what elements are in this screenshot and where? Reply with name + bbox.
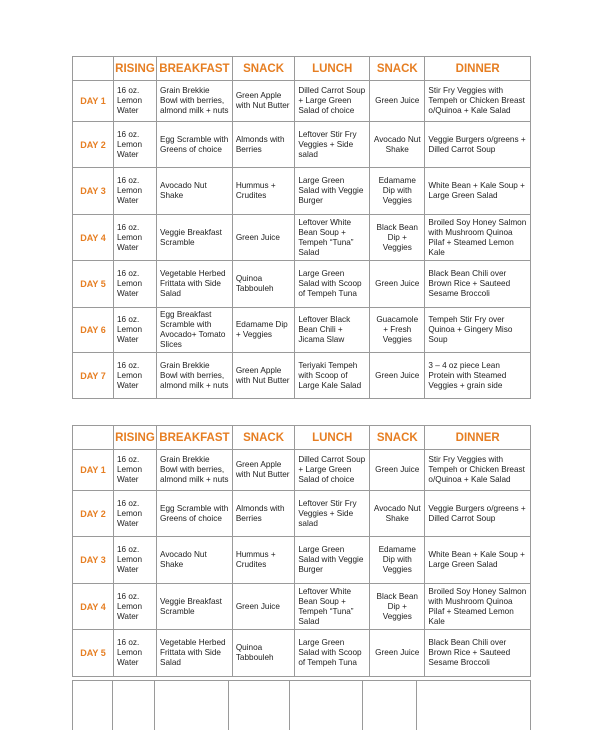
header-breakfast: BREAKFAST [157, 426, 233, 450]
snack-2-cell: Avocado Nut Shake [370, 491, 425, 537]
snack-2-cell: Edamame Dip with Veggies [370, 537, 425, 584]
rising-cell: 16 oz. Lemon Water [113, 308, 156, 353]
day-label: DAY 3 [73, 537, 114, 584]
table-row [73, 584, 531, 630]
breakfast-cell: Egg Scramble with Greens of choice [157, 491, 233, 537]
breakfast-cell: Egg Scramble with Greens of choice [157, 122, 233, 168]
snack-2-cell: Green Juice [370, 261, 425, 308]
header-row [73, 426, 531, 450]
day-label: DAY 1 [73, 450, 114, 491]
snack-2-cell: Green Juice [370, 81, 425, 122]
rising-cell: 16 oz. Lemon Water [113, 491, 156, 537]
snack-1-cell: Green Apple with Nut Butter [232, 81, 295, 122]
snack-1-cell: Quinoa Tabbouleh [232, 630, 295, 677]
dinner-cell: Black Bean Chili over Brown Rice + Sauteed Sesame Broccoli [425, 261, 531, 308]
table-row [73, 630, 531, 677]
snack-2-cell: Guacamole + Fresh Veggies [370, 308, 425, 353]
snack-1-cell: Quinoa Tabbouleh [232, 261, 295, 308]
dinner-cell: Tempeh Stir Fry over Quinoa + Gingery Miso Soup [425, 308, 531, 353]
header-snack-1: SNACK [232, 426, 295, 450]
table-row [73, 491, 531, 537]
header-rising: RISING [113, 426, 156, 450]
table-3-column-stubs [72, 680, 531, 730]
dinner-cell: Stir Fry Veggies with Tempeh or Chicken Breast o/Quinoa + Kale Salad [425, 81, 531, 122]
header-row [73, 57, 531, 81]
day-label: DAY 4 [73, 215, 114, 261]
lunch-cell: Large Green Salad with Veggie Burger [295, 537, 370, 584]
header-blank [73, 57, 114, 81]
header-snack-2: SNACK [370, 57, 425, 81]
header-snack-2: SNACK [370, 426, 425, 450]
header-dinner: DINNER [425, 426, 531, 450]
table-row [73, 81, 531, 122]
day-label: DAY 1 [73, 81, 114, 122]
breakfast-cell: Grain Brekkie Bowl with berries, almond milk + nuts [157, 353, 233, 399]
snack-1-cell: Hummus + Crudites [232, 168, 295, 215]
table-row [73, 168, 531, 215]
breakfast-cell: Egg Breakfast Scramble with Avocado+ Tomato Slices [157, 308, 233, 353]
breakfast-cell: Veggie Breakfast Scramble [157, 215, 233, 261]
snack-1-cell: Green Apple with Nut Butter [232, 450, 295, 491]
dinner-cell: Broiled Soy Honey Salmon with Mushroom Quinoa Pilaf + Steamed Lemon Kale [425, 215, 531, 261]
table-row [73, 215, 531, 261]
rising-cell: 16 oz. Lemon Water [113, 630, 156, 677]
rising-cell: 16 oz. Lemon Water [113, 584, 156, 630]
rising-cell: 16 oz. Lemon Water [113, 261, 156, 308]
day-label: DAY 2 [73, 122, 114, 168]
rising-cell: 16 oz. Lemon Water [113, 537, 156, 584]
dinner-cell: White Bean + Kale Soup + Large Green Salad [425, 537, 531, 584]
snack-1-cell: Edamame Dip + Veggies [232, 308, 295, 353]
breakfast-cell: Avocado Nut Shake [157, 537, 233, 584]
dinner-cell: Black Bean Chili over Brown Rice + Sauteed Sesame Broccoli [425, 630, 531, 677]
dinner-cell: White Bean + Kale Soup + Large Green Salad [425, 168, 531, 215]
lunch-cell: Leftover Stir Fry Veggies + Side salad [295, 491, 370, 537]
lunch-cell: Leftover Black Bean Chili + Jicama Slaw [295, 308, 370, 353]
lunch-cell: Large Green Salad with Scoop of Tempeh Tuna [295, 261, 370, 308]
breakfast-cell: Grain Brekkie Bowl with berries, almond milk + nuts [157, 81, 233, 122]
snack-1-cell: Almonds with Berries [232, 122, 295, 168]
rising-cell: 16 oz. Lemon Water [113, 215, 156, 261]
header-lunch: LUNCH [295, 57, 370, 81]
day-label: DAY 5 [73, 630, 114, 677]
day-label: DAY 5 [73, 261, 114, 308]
breakfast-cell: Avocado Nut Shake [157, 168, 233, 215]
meal-plan-table-2 [72, 425, 531, 677]
snack-1-cell: Almonds with Berries [232, 491, 295, 537]
day-label: DAY 3 [73, 168, 114, 215]
snack-2-cell: Avocado Nut Shake [370, 122, 425, 168]
breakfast-cell: Vegetable Herbed Frittata with Side Salad [157, 261, 233, 308]
dinner-cell: Veggie Burgers o/greens + Dilled Carrot Soup [425, 491, 531, 537]
header-lunch: LUNCH [295, 426, 370, 450]
dinner-cell: Veggie Burgers o/greens + Dilled Carrot Soup [425, 122, 531, 168]
dinner-cell: 3 – 4 oz piece Lean Protein with Steamed Veggies + grain side [425, 353, 531, 399]
header-breakfast: BREAKFAST [157, 57, 233, 81]
lunch-cell: Leftover White Bean Soup + Tempeh “Tuna” Salad [295, 584, 370, 630]
breakfast-cell: Vegetable Herbed Frittata with Side Salad [157, 630, 233, 677]
snack-2-cell: Black Bean Dip + Veggies [370, 584, 425, 630]
day-label: DAY 7 [73, 353, 114, 399]
lunch-cell: Teriyaki Tempeh with Scoop of Large Kale Salad [295, 353, 370, 399]
lunch-cell: Large Green Salad with Veggie Burger [295, 168, 370, 215]
header-snack-1: SNACK [232, 57, 295, 81]
table-row [73, 537, 531, 584]
rising-cell: 16 oz. Lemon Water [113, 122, 156, 168]
lunch-cell: Leftover Stir Fry Veggies + Side salad [295, 122, 370, 168]
rising-cell: 16 oz. Lemon Water [113, 168, 156, 215]
breakfast-cell: Grain Brekkie Bowl with berries, almond milk + nuts [157, 450, 233, 491]
day-label: DAY 2 [73, 491, 114, 537]
rising-cell: 16 oz. Lemon Water [113, 81, 156, 122]
lunch-cell: Large Green Salad with Scoop of Tempeh Tuna [295, 630, 370, 677]
header-rising: RISING [113, 57, 156, 81]
table-row [73, 450, 531, 491]
table-row [73, 353, 531, 399]
rising-cell: 16 oz. Lemon Water [113, 353, 156, 399]
snack-2-cell: Green Juice [370, 630, 425, 677]
snack-1-cell: Hummus + Crudites [232, 537, 295, 584]
table-row [73, 261, 531, 308]
snack-1-cell: Green Juice [232, 584, 295, 630]
snack-2-cell: Green Juice [370, 353, 425, 399]
snack-1-cell: Green Juice [232, 215, 295, 261]
table-row [73, 122, 531, 168]
day-label: DAY 6 [73, 308, 114, 353]
dinner-cell: Broiled Soy Honey Salmon with Mushroom Quinoa Pilaf + Steamed Lemon Kale [425, 584, 531, 630]
lunch-cell: Leftover White Bean Soup + Tempeh “Tuna” Salad [295, 215, 370, 261]
snack-2-cell: Black Bean Dip + Veggies [370, 215, 425, 261]
header-blank [73, 426, 114, 450]
lunch-cell: Dilled Carrot Soup + Large Green Salad of choice [295, 450, 370, 491]
breakfast-cell: Veggie Breakfast Scramble [157, 584, 233, 630]
dinner-cell: Stir Fry Veggies with Tempeh or Chicken Breast o/Quinoa + Kale Salad [425, 450, 531, 491]
snack-1-cell: Green Apple with Nut Butter [232, 353, 295, 399]
day-label: DAY 4 [73, 584, 114, 630]
table-row [73, 308, 531, 353]
lunch-cell: Dilled Carrot Soup + Large Green Salad of choice [295, 81, 370, 122]
meal-plan-table-1 [72, 56, 531, 399]
header-dinner: DINNER [425, 57, 531, 81]
snack-2-cell: Edamame Dip with Veggies [370, 168, 425, 215]
snack-2-cell: Green Juice [370, 450, 425, 491]
rising-cell: 16 oz. Lemon Water [113, 450, 156, 491]
